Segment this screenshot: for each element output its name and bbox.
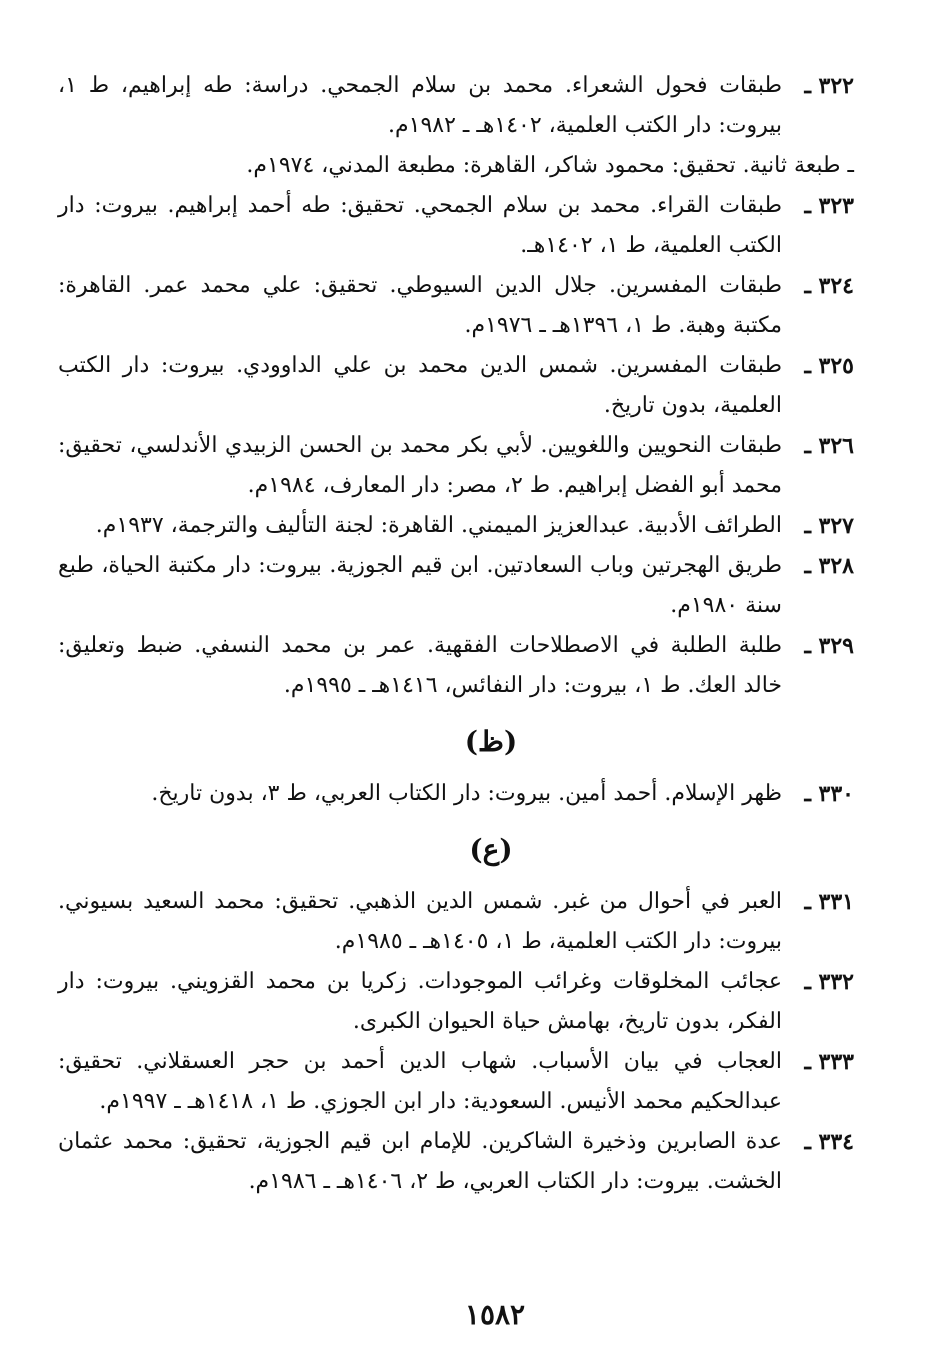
bibliography-entry-325 (58, 346, 854, 426)
entry-text: عدة الصابرين وذخيرة الشاكرين. للإمام ابن قيم الجوزية، تحقيق: محمد عثمان الخشت. بيروت: دار الكتاب العربي، ط ٢، ١٤٠٦هـ ـ ١٩٨٦م. (58, 1129, 782, 1194)
entry-text: الطرائف الأدبية. عبدالعزيز الميمني. القاهرة: لجنة التأليف والترجمة، ١٩٣٧م. (95, 513, 782, 538)
entry-text: العبر في أحوال من غبر. شمس الدين الذهبي. تحقيق: محمد السعيد بسيوني. بيروت: دار الكتب العلمية، ط ١، ١٤٠٥هـ ـ ١٩٨٥م. (58, 889, 782, 954)
bibliography-entry-328 (58, 546, 854, 626)
entry-note-text: ـ طبعة ثانية. تحقيق: محمود شاكر، القاهرة: مطبعة المدني، ١٩٧٤م. (246, 153, 854, 178)
bibliography-entry-334 (58, 1122, 854, 1202)
entry-number: ٣٢٩ ـ (804, 633, 854, 659)
entry-text: ظهر الإسلام. أحمد أمين. بيروت: دار الكتاب العربي، ط ٣، بدون تاريخ. (151, 781, 782, 806)
entry-text: طبقات المفسرين. شمس الدين محمد بن علي الداوودي. بيروت: دار الكتب العلمية، بدون تاريخ. (58, 353, 782, 418)
entry-number: ٣٢٥ ـ (804, 353, 854, 379)
bibliography-entry-324 (58, 266, 854, 346)
entry-number: ٣٣٤ ـ (804, 1129, 854, 1155)
entry-text: طبقات النحويين واللغويين. لأبي بكر محمد بن الحسن الزبيدي الأندلسي، تحقيق: محمد أبو الفضل إبراهيم. ط ٢، مصر: دار المعارف، ١٩٨٤م. (58, 433, 782, 498)
entry-number: ٣٢٢ ـ (804, 73, 854, 99)
entry-number: ٣٢٤ ـ (804, 273, 854, 299)
entry-text: طبقات فحول الشعراء. محمد بن سلام الجمحي. دراسة: طه إبراهيم، ط ١، بيروت: دار الكتب العلمية، ١٤٠٢هـ ـ ١٩٨٢م. (58, 73, 782, 138)
entry-text: طلبة الطلبة في الاصطلاحات الفقهية. عمر بن محمد النسفي. ضبط وتعليق: خالد العك. ط ١، بيروت: دار النفائس، ١٤١٦هـ ـ ١٩٩٥م. (58, 633, 782, 698)
entry-text: عجائب المخلوقات وغرائب الموجودات. زكريا بن محمد القزويني. بيروت: دار الفكر، بدون تاريخ، بهامش حياة الحيوان الكبرى. (58, 969, 782, 1034)
entry-number: ٣٢٣ ـ (804, 193, 854, 219)
bibliography-entry-329 (58, 626, 854, 706)
page-number: ١٥٨٢ (464, 1298, 526, 1331)
entry-text: طريق الهجرتين وباب السعادتين. ابن قيم الجوزية. بيروت: دار مكتبة الحياة، طبع سنة ١٩٨٠م. (58, 553, 782, 618)
bibliography-entry-322-note (58, 146, 854, 186)
bibliography-entry-323 (58, 186, 854, 266)
section-heading-za: (ظ) (464, 725, 518, 758)
bibliography-entry-327 (58, 506, 854, 546)
entry-number: ٣٣٣ ـ (804, 1049, 854, 1075)
entry-text: طبقات القراء. محمد بن سلام الجمحي. تحقيق: طه أحمد إبراهيم. بيروت: دار الكتب العلمية، ط ١، ١٤٠٢هـ. (58, 193, 782, 258)
entry-text: العجاب في بيان الأسباب. شهاب الدين أحمد بن حجر العسقلاني. تحقيق: عبدالحكيم محمد الأنيس. السعودية: دار ابن الجوزي. ط ١، ١٤١٨هـ ـ ١٩٩٧م. (58, 1049, 782, 1114)
bibliography-entry-331 (58, 882, 854, 962)
bibliography-entry-330 (58, 774, 854, 814)
entry-number: ٣٢٧ ـ (804, 513, 854, 539)
entry-text: طبقات المفسرين. جلال الدين السيوطي. تحقيق: علي محمد عمر. القاهرة: مكتبة وهبة. ط ١، ١٣٩٦هـ ـ ١٩٧٦م. (58, 273, 782, 338)
entry-number: ٣٢٨ ـ (804, 553, 854, 579)
entry-number: ٣٣٠ ـ (804, 781, 854, 807)
bibliography-entry-332 (58, 962, 854, 1042)
entry-number: ٣٣٢ ـ (804, 969, 854, 995)
bibliography-entry-326 (58, 426, 854, 506)
bibliography-entry-322 (58, 66, 854, 146)
bibliography-entry-333 (58, 1042, 854, 1122)
entry-number: ٣٢٦ ـ (804, 433, 854, 459)
section-heading-ain: (ع) (469, 833, 513, 866)
entry-number: ٣٣١ ـ (804, 889, 854, 915)
